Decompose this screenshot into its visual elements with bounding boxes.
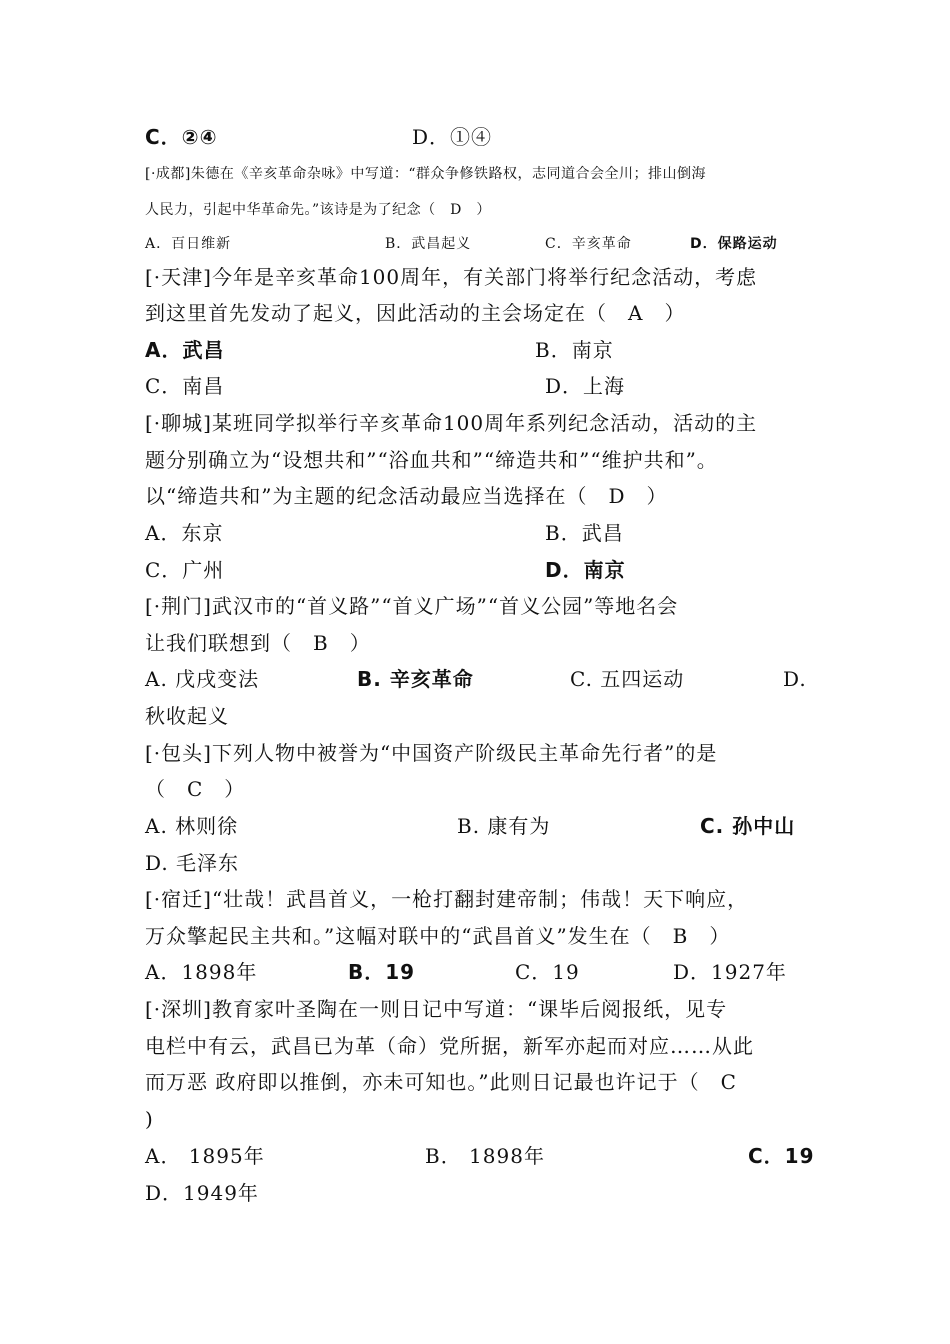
q4-option-c: C. 五四运动 <box>570 667 685 691</box>
q6-option-b: B．19 <box>348 960 416 984</box>
q7-line4: ) <box>145 1107 154 1131</box>
q3-option-c: C．广州 <box>145 558 225 582</box>
q2-line1: [·天津]今年是辛亥革命100周年，有关部门将举行纪念活动，考虑 <box>145 265 758 289</box>
q3-option-d: D．南京 <box>545 558 626 582</box>
q5-line2: （ C ） <box>145 777 246 801</box>
q5-line1: [·包头]下列人物中被誉为“中国资产阶级民主革命先行者”的是 <box>145 741 718 765</box>
q3-option-a: A．东京 <box>145 521 224 545</box>
q6-line2: 万众擎起民主共和。”这幅对联中的“武昌首义”发生在（ B ） <box>145 924 731 948</box>
q4-line1: [·荆门]武汉市的“首义路”“首义广场”“首义公园”等地名会 <box>145 594 679 618</box>
q5-option-c: C. 孙中山 <box>700 814 796 838</box>
q2-option-a: A．武昌 <box>145 338 225 362</box>
q3-line3: 以“缔造共和”为主题的纪念活动最应当选择在（ D ） <box>145 484 668 508</box>
q6-option-d: D．1927年 <box>673 960 787 984</box>
q4-line2: 让我们联想到（ B ） <box>145 631 371 655</box>
q4-option-a: A. 戊戌变法 <box>145 667 260 691</box>
q2-option-c: C．南昌 <box>145 374 225 398</box>
q5-option-a: A. 林则徐 <box>145 814 239 838</box>
q3-option-b: B．武昌 <box>545 521 624 545</box>
q7-line1: [·深圳]教育家叶圣陶在一则日记中写道：“课毕后阅报纸，见专 <box>145 997 728 1021</box>
q7-line2: 电栏中有云，武昌已为革（命）党所据，新军亦起而对应……从此 <box>145 1034 754 1058</box>
q2-option-b: B．南京 <box>535 338 614 362</box>
q1-line2: 人民力，引起中华革命先。”该诗是为了纪念（ D ） <box>145 202 491 218</box>
q0-option-d: D．①④ <box>412 125 493 149</box>
q3-line2: 题分别确立为“设想共和”“浴血共和”“缔造共和”“维护共和”。 <box>145 448 718 472</box>
q1-option-a: A．百日维新 <box>145 236 232 252</box>
q2-line2: 到这里首先发动了起义，因此活动的主会场定在（ A ） <box>145 301 686 325</box>
q1-line1: [·成都]朱德在《辛亥革命杂咏》中写道：“群众争修铁路权，志同道合会全川；排山倒海 <box>145 166 707 182</box>
q5-option-d: D. 毛泽东 <box>145 851 240 875</box>
q0-option-c: C．②④ <box>145 125 218 149</box>
q7-option-c: C．19 <box>748 1144 815 1168</box>
q7-line3: 而万恶 政府即以推倒，亦未可知也。”此则日记最也许记于（ C <box>145 1070 737 1094</box>
q3-line1: [·聊城]某班同学拟举行辛亥革命100周年系列纪念活动，活动的主 <box>145 411 758 435</box>
q6-line1: [·宿迁]“壮哉！武昌首义，一枪打翻封建帝制；伟哉！天下响应， <box>145 887 749 911</box>
q1-option-b: B．武昌起义 <box>385 236 472 252</box>
q1-option-c: C．辛亥革命 <box>545 236 632 252</box>
q1-option-d: D．保路运动 <box>690 236 778 252</box>
q4-option-d: D. <box>783 667 807 691</box>
q6-option-a: A．1898年 <box>145 960 258 984</box>
q4-option-b: B. 辛亥革命 <box>357 667 474 691</box>
q4-option-d-continued: 秋收起义 <box>145 704 229 728</box>
q5-option-b: B. 康有为 <box>457 814 551 838</box>
q6-option-c: C．19 <box>515 960 580 984</box>
q7-option-a: A． 1895年 <box>145 1144 265 1168</box>
q7-option-d: D．1949年 <box>145 1181 259 1205</box>
q2-option-d: D．上海 <box>545 374 626 398</box>
q7-option-b: B． 1898年 <box>425 1144 545 1168</box>
